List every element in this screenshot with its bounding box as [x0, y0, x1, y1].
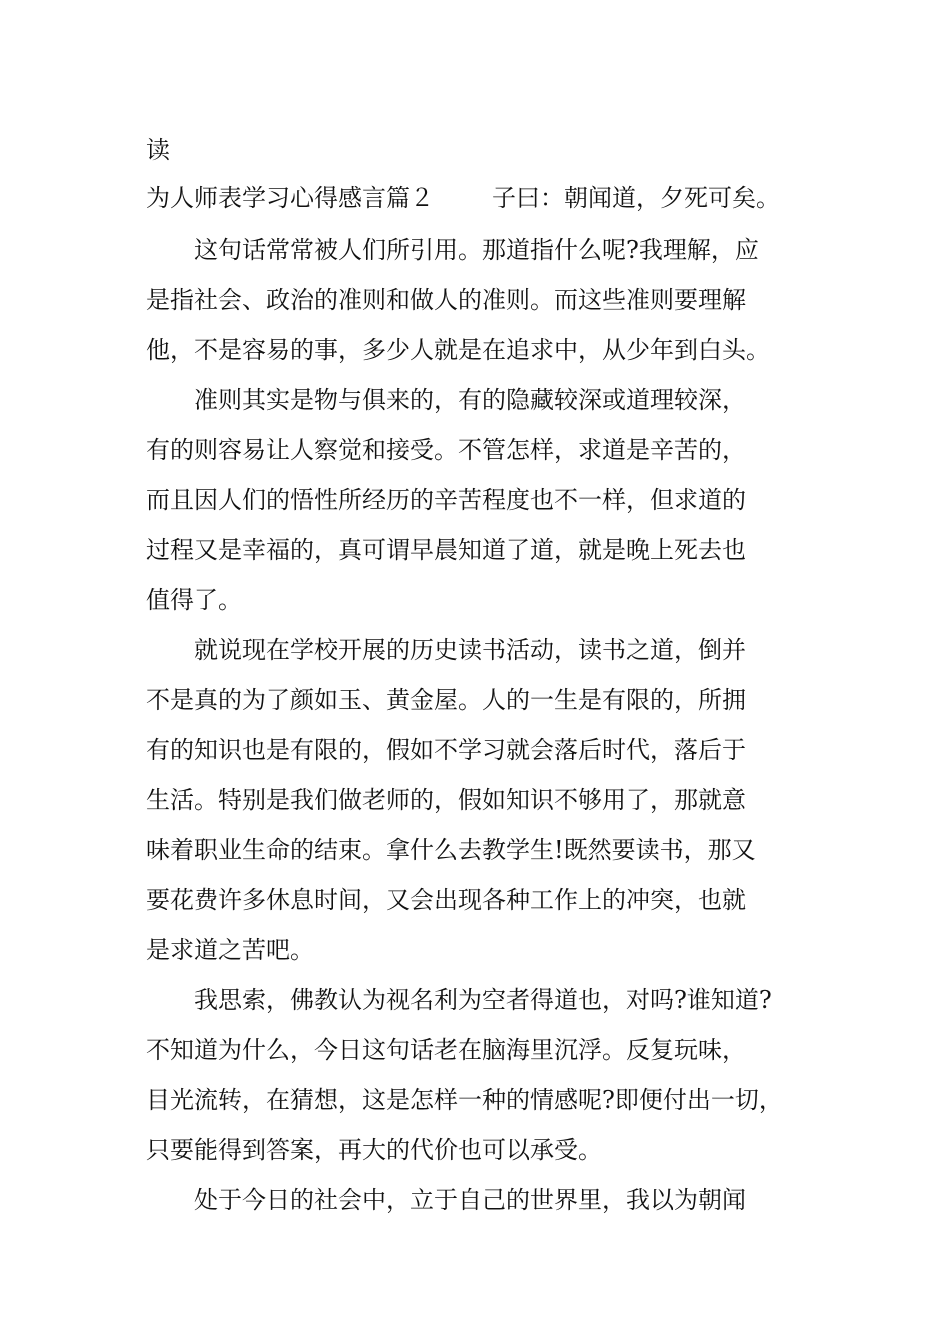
body-line: 有的知识也是有限的，假如不学习就会落后时代，落后于 — [146, 736, 746, 764]
body-line: 生活。特别是我们做老师的，假如知识不够用了，那就意 — [146, 786, 746, 814]
heading-quote: 子曰：朝闻道，夕死可矣。 — [492, 184, 780, 212]
heading-line — [146, 182, 780, 214]
body-line: 值得了。 — [146, 586, 242, 614]
top-fragment: 读 — [146, 136, 170, 164]
body-line: 不是真的为了颜如玉、黄金屋。人的一生是有限的，所拥 — [146, 686, 746, 714]
body-line: 准则其实是物与俱来的，有的隐藏较深或道理较深， — [146, 386, 746, 414]
body-line: 处于今日的社会中，立于自己的世界里，我以为朝闻 — [146, 1186, 746, 1214]
body-line: 只要能得到答案，再大的代价也可以承受。 — [146, 1136, 602, 1164]
body-line: 目光流转，在猜想，这是怎样一种的情感呢?即便付出一切， — [146, 1086, 783, 1114]
body-line: 不知道为什么，今日这句话老在脑海里沉浮。反复玩味， — [146, 1036, 746, 1064]
body-line: 有的则容易让人察觉和接受。不管怎样，求道是辛苦的， — [146, 436, 746, 464]
body-line: 过程又是幸福的，真可谓早晨知道了道，就是晚上死去也 — [146, 536, 746, 564]
body-line: 而且因人们的悟性所经历的辛苦程度也不一样，但求道的 — [146, 486, 746, 514]
body-line: 就说现在学校开展的历史读书活动，读书之道，倒并 — [146, 636, 746, 664]
heading-title: 为人师表学习心得感言篇２ — [146, 184, 434, 212]
body-line: 我思索，佛教认为视名利为空者得道也，对吗?谁知道? — [146, 986, 772, 1014]
body-line: 是指社会、政治的准则和做人的准则。而这些准则要理解 — [146, 286, 746, 314]
body-line: 要花费许多休息时间，又会出现各种工作上的冲突，也就 — [146, 886, 746, 914]
body-line: 他，不是容易的事，多少人就是在追求中，从少年到白头。 — [146, 336, 770, 364]
body-line: 味着职业生命的结束。拿什么去教学生!既然要读书，那又 — [146, 836, 756, 864]
body-line: 这句话常常被人们所引用。那道指什么呢?我理解，应 — [146, 236, 759, 264]
body-line: 是求道之苦吧。 — [146, 936, 314, 964]
